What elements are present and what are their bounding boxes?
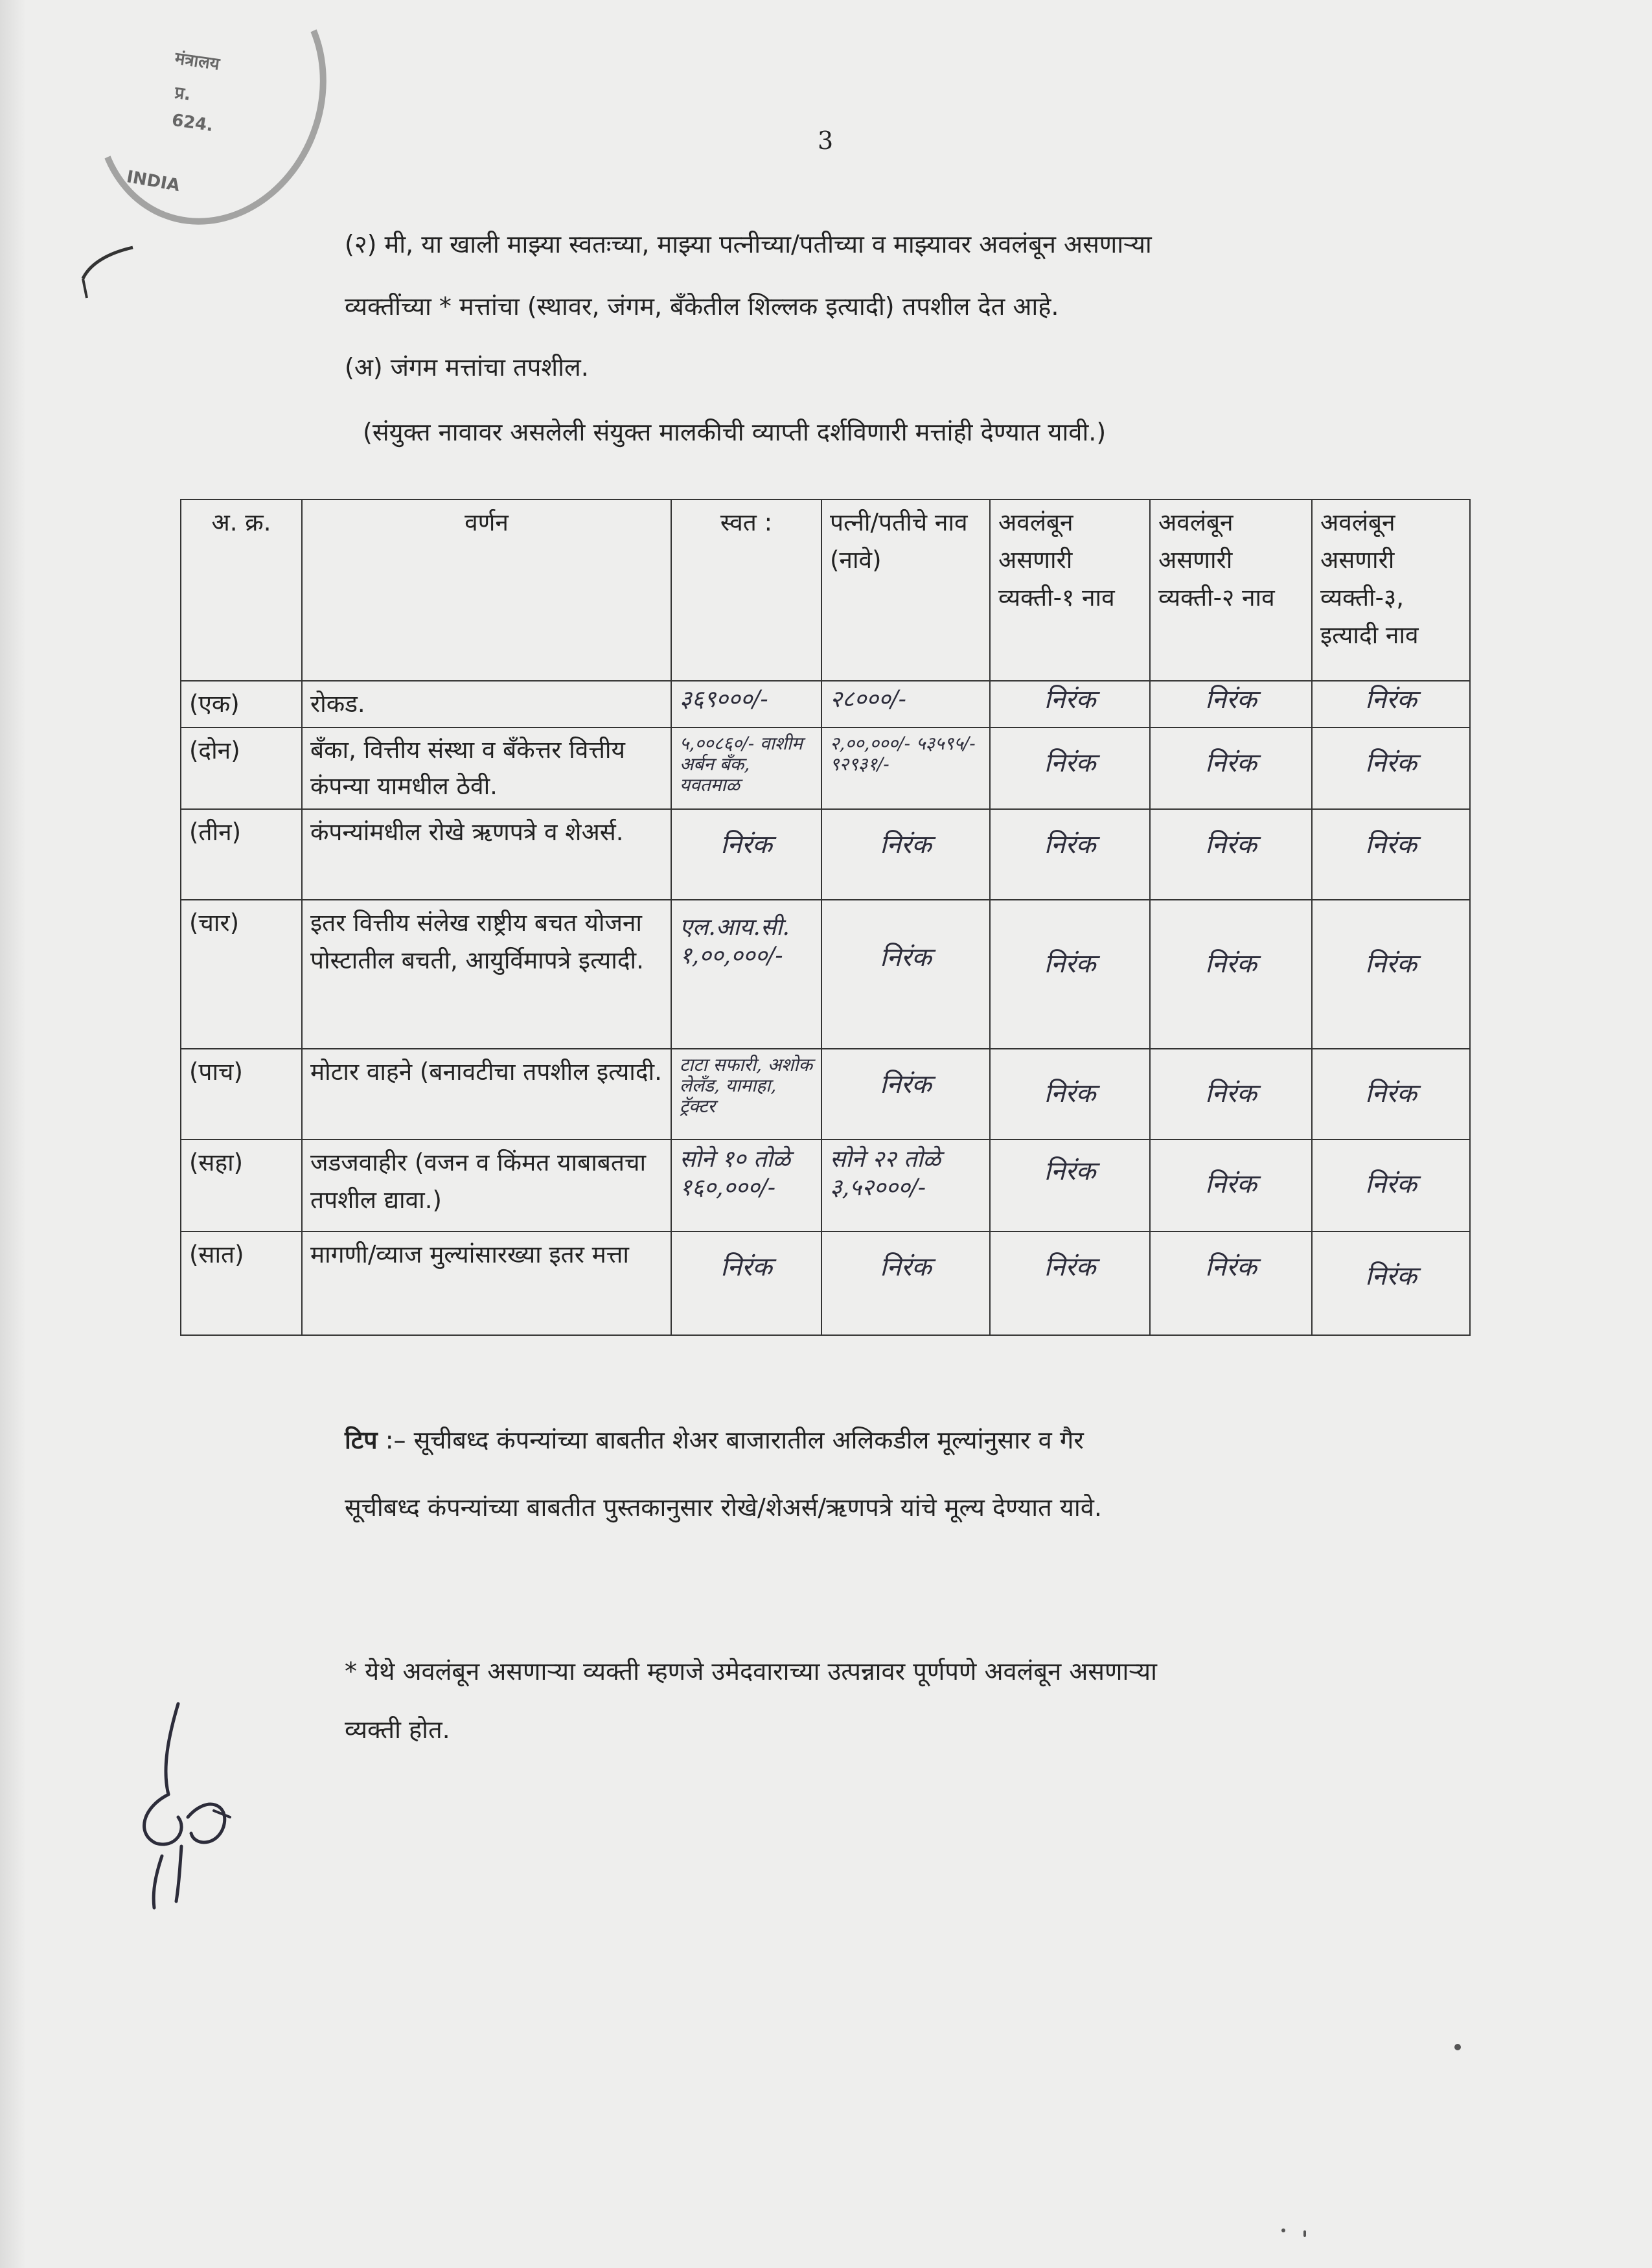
row-description: जडजवाहीर (वजन व किंमत याबाबतचा तपशील द्यावा.) [302, 1140, 671, 1231]
handwritten-dep3: निरंक [1365, 949, 1417, 979]
row-dependent-2 [1150, 727, 1312, 809]
row-description: रोकड. [302, 681, 671, 727]
handwritten-dep1: निरंक [1044, 949, 1096, 979]
row-self-value [671, 727, 821, 809]
row-dependent-1 [990, 809, 1150, 900]
header-self: स्वत : [671, 499, 821, 681]
handwritten-self: निरंक [720, 1252, 772, 1282]
handwritten-dep1: निरंक [1044, 1156, 1096, 1186]
intro-line-1: (२) मी, या खाली माझ्या स्वतःच्या, माझ्या पत्नीच्या/पतीच्या व माझ्यावर अवलंबून असणाऱ्या [345, 230, 1152, 258]
intro-line-2: व्यक्तींच्या * मत्तांचा (स्थावर, जंगम, बँकेतील शिल्लक इत्यादी) तपशील देत आहे. [345, 292, 1059, 321]
row-serial: (एक) [181, 681, 302, 727]
row-self-value [671, 809, 821, 900]
handwritten-dep3: निरंक [1365, 748, 1417, 778]
handwritten-dep1: निरंक [1044, 1079, 1096, 1108]
header-spouse: पत्नी/पतीचे नाव (नावे) [821, 499, 990, 681]
handwritten-dep1: निरंक [1044, 830, 1096, 860]
row-dependent-1 [990, 1231, 1150, 1335]
handwritten-spouse: सोने २२ तोळे ३,५२०००/- [830, 1146, 941, 1201]
handwritten-dep3: निरंक [1365, 1079, 1417, 1108]
handwritten-spouse: निरंक [880, 1070, 932, 1099]
row-dependent-2 [1150, 1049, 1312, 1140]
row-dependent-2 [1150, 681, 1312, 727]
row-dependent-2 [1150, 900, 1312, 1049]
handwritten-spouse: २८०००/- [830, 686, 906, 713]
ink-speck [1281, 2228, 1285, 2232]
handwritten-self: ३६९०००/- [680, 686, 768, 713]
row-description: बँका, वित्तीय संस्था व बँकेत्तर वित्तीय कंपन्या यामधील ठेवी. [302, 727, 671, 809]
stamp-text-3: 624. [170, 110, 214, 136]
row-self-value [671, 1049, 821, 1140]
row-serial: (सहा) [181, 1140, 302, 1231]
handwritten-dep3: निरंक [1365, 830, 1417, 860]
row-dependent-1 [990, 1049, 1150, 1140]
table-row [181, 1231, 1470, 1335]
handwritten-dep1: निरंक [1044, 748, 1096, 778]
row-self-value [671, 681, 821, 727]
page-edge-shadow [0, 0, 26, 2268]
footnote-line-2: व्यक्ती होत. [345, 1715, 450, 1744]
handwritten-dep2: निरंक [1205, 1169, 1257, 1199]
row-spouse-value [821, 727, 990, 809]
table-row [181, 681, 1470, 727]
movable-assets-table [180, 499, 1471, 1336]
row-dependent-1 [990, 900, 1150, 1049]
handwritten-spouse: निरंक [880, 1252, 932, 1282]
row-dependent-2 [1150, 1140, 1312, 1231]
ink-speck [1454, 2044, 1461, 2050]
header-description: वर्णन [302, 499, 671, 681]
handwritten-self: निरंक [720, 830, 772, 860]
ink-speck [1303, 2230, 1306, 2237]
row-spouse-value [821, 1140, 990, 1231]
row-serial: (पाच) [181, 1049, 302, 1140]
row-serial: (तीन) [181, 809, 302, 900]
row-spouse-value [821, 900, 990, 1049]
intro-line-4: (संयुक्त नावावर असलेली संयुक्त मालकीची व्याप्ती दर्शविणारी मत्तांही देण्यात यावी.) [363, 418, 1107, 446]
row-dependent-3 [1312, 727, 1470, 809]
intro-line-3: (अ) जंगम मत्तांचा तपशील. [345, 353, 589, 382]
table-row [181, 1049, 1470, 1140]
row-dependent-3 [1312, 900, 1470, 1049]
header-dependent-1: अवलंबून असणारी व्यक्ती-१ नाव [990, 499, 1150, 681]
handwritten-dep3: निरंक [1365, 1261, 1417, 1291]
row-dependent-3 [1312, 1049, 1470, 1140]
handwritten-dep1: निरंक [1044, 1252, 1096, 1282]
handwritten-self: टाटा सफारी, अशोक लेलँड, यामाहा, ट्रॅक्टर [680, 1054, 813, 1117]
table-row [181, 900, 1470, 1049]
row-dependent-2 [1150, 1231, 1312, 1335]
row-self-value [671, 900, 821, 1049]
handwritten-signature [117, 1697, 259, 1911]
row-dependent-3 [1312, 681, 1470, 727]
table-row [181, 1140, 1470, 1231]
handwritten-spouse: २,००,०००/- ५३५९५/- ९२९३१/- [830, 733, 976, 775]
row-self-value [671, 1140, 821, 1231]
handwritten-dep1: निरंक [1044, 685, 1096, 715]
page-number: 3 [818, 126, 834, 155]
row-serial: (चार) [181, 900, 302, 1049]
header-dependent-2: अवलंबून असणारी व्यक्ती-२ नाव [1150, 499, 1312, 681]
row-spouse-value [821, 1049, 990, 1140]
row-dependent-3 [1312, 1140, 1470, 1231]
row-serial: (सात) [181, 1231, 302, 1335]
handwritten-self: एल.आय.सी. १,००,०००/- [680, 914, 790, 969]
footnote-line-1: * येथे अवलंबून असणाऱ्या व्यक्ती म्हणजे उमेदवाराच्या उत्पन्नावर पूर्णपणे अवलंबून असणाऱ्या [345, 1657, 1157, 1686]
note-line-1 [345, 1424, 1084, 1456]
handwritten-self: सोने १० तोळे १६०,०००/- [680, 1146, 791, 1201]
handwritten-dep3: निरंक [1365, 1169, 1417, 1199]
stamp-text-4: INDIA [125, 167, 181, 196]
row-dependent-3 [1312, 1231, 1470, 1335]
row-self-value [671, 1231, 821, 1335]
handwritten-spouse: निरंक [880, 830, 932, 860]
row-dependent-1 [990, 1140, 1150, 1231]
table-header-row [181, 499, 1470, 681]
note-line-2: सूचीबध्द कंपन्यांच्या बाबतीत पुस्तकानुसार रोखे/शेअर्स/ऋणपत्रे यांचे मूल्य देण्यात यावे. [345, 1493, 1102, 1522]
row-description: कंपन्यांमधील रोखे ऋणपत्रे व शेअर्स. [302, 809, 671, 900]
row-description: इतर वित्तीय संलेख राष्ट्रीय बचत योजना पोस्टातील बचती, आयुर्विमापत्रे इत्यादी. [302, 900, 671, 1049]
stamp-text-1: मंत्रालय [173, 49, 221, 74]
row-spouse-value [821, 681, 990, 727]
row-description: मागणी/व्याज मुल्यांसारख्या इतर मत्ता [302, 1231, 671, 1335]
header-dependent-3: अवलंबून असणारी व्यक्ती-३, इत्यादी नाव [1312, 499, 1470, 681]
pen-mark [71, 240, 143, 304]
handwritten-self: ५,००८६०/- वाशीम अर्बन बँक, यवतमाळ [680, 733, 803, 796]
handwritten-dep2: निरंक [1205, 949, 1257, 979]
handwritten-spouse: निरंक [880, 943, 932, 972]
handwritten-dep2: निरंक [1205, 830, 1257, 860]
table-row [181, 727, 1470, 809]
header-serial: अ. क्र. [181, 499, 302, 681]
row-serial: (दोन) [181, 727, 302, 809]
handwritten-dep2: निरंक [1205, 685, 1257, 715]
row-dependent-1 [990, 727, 1150, 809]
handwritten-dep3: निरंक [1365, 685, 1417, 715]
row-dependent-1 [990, 681, 1150, 727]
row-dependent-3 [1312, 809, 1470, 900]
row-spouse-value [821, 1231, 990, 1335]
handwritten-dep2: निरंक [1205, 1079, 1257, 1108]
handwritten-dep2: निरंक [1205, 1252, 1257, 1282]
row-dependent-2 [1150, 809, 1312, 900]
row-spouse-value [821, 809, 990, 900]
row-description: मोटार वाहने (बनावटीचा तपशील इत्यादी. [302, 1049, 671, 1140]
stamp-text-2: प्र. [173, 83, 192, 105]
handwritten-dep2: निरंक [1205, 748, 1257, 778]
note-label: टिप [345, 1426, 378, 1454]
table-row [181, 809, 1470, 900]
note-text-1: :– सूचीबध्द कंपन्यांच्या बाबतीत शेअर बाजारातील अलिकडील मूल्यांनुसार व गैर [385, 1426, 1084, 1454]
